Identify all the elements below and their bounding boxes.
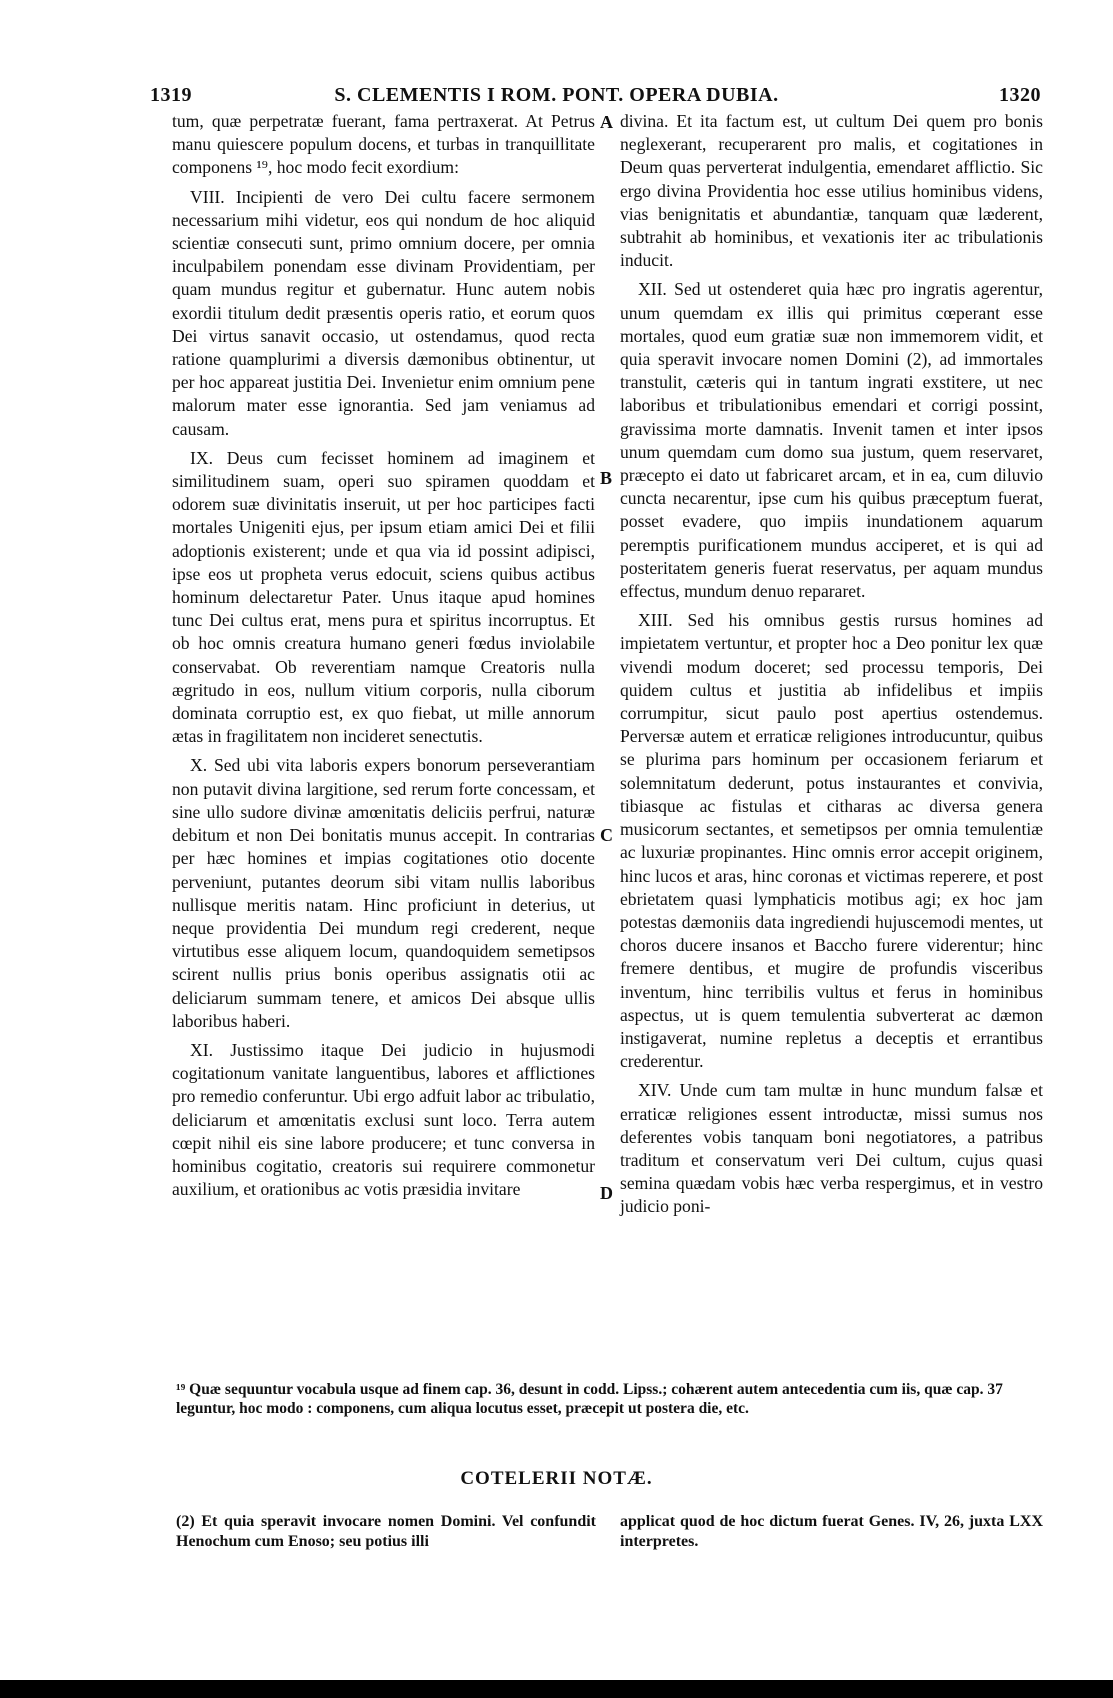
footnote-text: ¹⁹ Quæ sequuntur vocabula usque ad finem cap. 36, desunt in codd. Lipss.; cohærent autem antecedentia cum iis, quæ cap. 37 leguntur, hoc modo : componens, cum aliqua locutus esset, præcepit ut postera die, etc. [176, 1381, 1003, 1417]
right-paragraph: XII. Sed ut ostenderet quia hæc pro ingratis agerentur, unum quemdam ex illis qui primitus cœperant esse mortales, quod eum gratiæ suæ non immemorem vidit, et quia speravit invocare nomen Domini (2), ad immortales transtulit, cæteris qui in tantum ingrati exstitere, ut nec laboribus et tribulationibus emendari et corrigi possint, gravissima morte damnatis. Invenit tamen et inter ipsos unum quemdam cum domo sua justum, quem reservaret, præcepto ei dato ut fabricaret arcam, et in ea, cum diluvio cuncta necarentur, ipse cum his quibus præceptum fuerat, posset evadere, quo impiis inundationem aquarum peremptis purificationem mundus acciperet, et is qui ad posteritatem generis fuerat reservatus, per aquam mundus effectus, mundum denuo repararet. [620, 279, 1043, 602]
right-paragraph: XIV. Unde cum tam multæ in hunc mundum falsæ et erraticæ religiones essent introductæ, missi sumus nos deferentes vobis tanquam boni negotiatores, a patribus traditum et conservatum veri Dei cultum, cujus quasi semina quædam vobis hæc verba respergimus, et in vestro judicio poni- [620, 1080, 1043, 1217]
right-column [620, 110, 1043, 1225]
left-column [172, 110, 595, 1207]
right-paragraph: XIII. Sed his omnibus gestis rursus homines ad impietatem vertuntur, et propter hoc a Deo ponitur lex quæ vivendi modum doceret; sed processu temporis, Dei quidem cultus et justitia ab infidelibus et impiis corrumpitur, sicut paulo post apertius ostendemus. Perversæ autem et erraticæ religiones introducuntur, quibus se plurima pars hominum per occasionem feriarum et solemnitatum dederunt, potus instaurantes et convivia, tibiasque ac fistulas et citharas ac diversa genera musicorum sectantes, et semetipsos per omnia temulentiæ ac luxuriæ propinantes. Hinc omnis error accepit originem, hinc lucos et aras, hinc coronas et victimas reperere, et post ebrietatem quasi lymphaticis motibus agi; ex hoc jam potestas dæmoniis data ingrediendi hujuscemodi mentes, ut choros ducere insanos et Baccho furere viderentur; hinc fremere dentibus, et mugire de profundis visceribus inventum, hinc terribilis vultus et ferus in hominibus aspectus, ut is quem temulentia subverterat ac dæmon instigaverat, numine repletus a deceptis et errantibus crederentur. [620, 610, 1043, 1072]
left-paragraph: XI. Justissimo itaque Dei judicio in hujusmodi cogitationum vanitate languentibus, labores et afflictiones pro remedio conferuntur. Ubi ergo adfuit labor ac tribulatio, deliciarum et amœnitatis exclusi sunt loco. Terra autem cœpit nihil eis sine labore producere; et tunc conversa in hominibus cogitatio, creatoris sui requirere commonetur auxilium, et orationibus ac votis præsidia invitare [172, 1039, 595, 1200]
left-paragraph: IX. Deus cum fecisset hominem ad imaginem et similitudinem suam, operi suo spiramen quoddam et odorem suæ divinitatis inseruit, ut per hoc participes facti mortales Unigeniti ejus, per ipsum etiam amici Dei et filii adoptionis existerent; unde et qua via id possint adipisci, ipse eos ut propheta verus edocuit, sciens quibus actibus hominum delectaretur Pater. Unus itaque apud homines tunc Dei cultus erat, mens pura et spiritus incorruptus. Et ob hoc omnis creatura humano generi fœdus inviolabile conservabat. Ob reverentiam namque Creatoris nulla ægritudo in eos, nullum vitium corporis, nulla ciborum dominata corruptio est, ex quo fiebat, ut mille annorum ætas in fragilitatem non incideret senectutis. [172, 447, 595, 747]
left-paragraph: tum, quæ perpetratæ fuerant, fama pertraxerat. At Petrus manu quiescere populum docens, et turbas in tranquillitate componens ¹⁹, hoc modo fecit exordium: [172, 111, 595, 178]
left-paragraph: X. Sed ubi vita laboris expers bonorum perseverantiam non putavit divina largitione, sed rerum forte concessam, et sine ullo sudore divinæ amœnitatis deliciis perfrui, naturæ debitum et non Dei bonitatis munus accepit. In contrarias per hæc homines et impias cogitationes otio docente perveniunt, putantes deorum sibi vitam nullis laboribus nullisque meritis natam. Hinc proficiunt in deterius, ut neque providentia Dei mundum regi crederent, neque virtutibus esse aliquem locum, quandoquidem semetipsos scirent nullis prius bonis operibus assignatis otii ac deliciarum summam tenere, et amicos Dei absque ullis laboribus haberi. [172, 755, 595, 1031]
bottom-border [0, 1680, 1113, 1698]
notes-title: COTELERII NOTÆ. [460, 1468, 653, 1489]
margin-marker: C [600, 825, 613, 845]
margin-marker: A [600, 112, 613, 132]
running-title: S. CLEMENTIS I ROM. PONT. OPERA DUBIA. [334, 84, 779, 106]
left-paragraph: VIII. Incipienti de vero Dei cultu facere sermonem necessarium mihi videtur, eos qui nondum de hoc aliquid scientiæ consecuti sunt, primo omnium docere, per omnia inculpabilem ponendam esse divinam Providentiam, per quam mundus regitur et gubernatur. Hunc autem nobis exordii titulum dedit præsentis operis ratio, et eorum quos Dei virtus sanavit occasio, ut ostendamus, quod recta ratione quamplurimi a diversis dæmonibus obtinentur, ut per hoc appareat justitia Dei. Invenietur enim omnium pene malorum mater esse ignorantia. Sed jam veniamus ad causam. [172, 186, 595, 439]
note-right: applicat quod de hoc dictum fuerat Genes. IV, 26, juxta LXX interpretes. [620, 1513, 1043, 1550]
footnote [176, 1380, 1044, 1418]
page-number-left: 1319 [150, 84, 192, 106]
margin-marker: B [600, 468, 613, 488]
page-number-right: 1320 [999, 84, 1041, 106]
margin-marker: D [600, 1183, 613, 1203]
right-paragraph: divina. Et ita factum est, ut cultum Dei quem pro bonis neglexerant, recuperarent pro malis, et cogitationes in Deum quas perverterat indulgentia, emendaret afflictio. Sic ergo divina Providentia hoc esse utilius hominibus videns, vias benignitatis et abundantiæ, tanquam quæ læderent, subtrahit ab hominibus, et vexationis iter ac tribulationis inducit. [620, 111, 1043, 271]
note-left: (2) Et quia speravit invocare nomen Domini. Vel confundit Henochum cum Enoso; seu potius illi [176, 1513, 596, 1550]
